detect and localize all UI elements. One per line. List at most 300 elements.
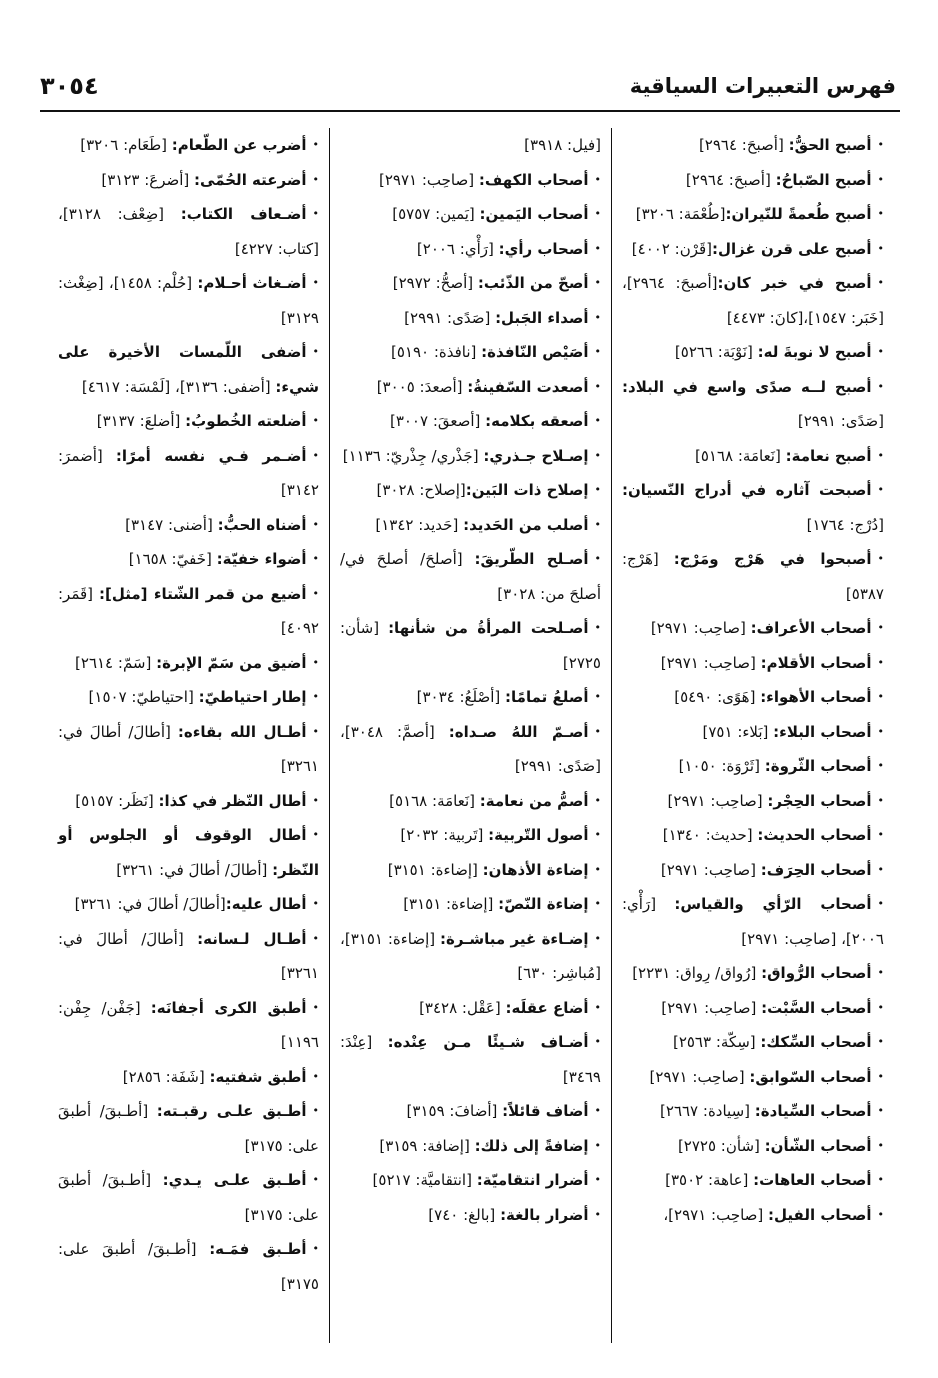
entry-reference: [أطـبقَ/ أطبقَ على: ٣١٧٥] [58,1240,319,1293]
index-entry [622,335,884,370]
entry-headword: أصلب من الحَديد: [463,515,589,534]
bullet-icon: • [594,862,601,876]
entry-reference: [هَرْج: ٥٣٨٧] [622,550,884,603]
entry-headword: أطـال لـسانه: [197,929,307,948]
bullet-icon: • [594,1000,601,1014]
entry-headword: أصحاب الأقلام: [760,653,872,672]
running-title: فهرس التعبيرات السياقية [629,74,896,98]
bullet-icon: • [877,966,884,979]
entry-headword: أصحاب الحديث: [757,826,872,844]
entry-reference: [أضفى: ٣١٣٦]، [لَمْسَة: ٤٦١٧] [81,377,276,396]
bullet-icon: • [594,207,601,220]
bullet-icon: • [312,586,320,600]
entry-reference: [أطالَ/ أطالَ في: ٣٢٦١] [58,722,319,775]
entry-reference: [عَقْل: ٣٤٢٨] [419,998,506,1017]
entry-reference: [رَأْي: ٢٠٠٦] [416,239,499,258]
entry-headword: أضرار انتقاميّة: [476,1171,589,1189]
entry-reference: [إضاءة: ٣١٥١] [403,895,499,913]
index-entry [622,232,884,267]
entry-reference: [صاحِب: ٢٩٧١]، [663,1205,769,1224]
index-entry [340,335,601,370]
entry-reference: [إضاءة: ٣١٥١] [387,860,483,879]
entry-reference: [صَدًى: ٢٩٩١] [797,412,884,430]
bullet-icon: • [594,690,601,703]
bullet-icon: • [877,276,885,289]
entry-headword: أصحاب اليَمين: [479,205,589,223]
index-entry [340,818,601,853]
entry-reference: [أصْلَعُ: ٣٠٣٤] [416,688,506,706]
bullet-icon: • [594,483,601,496]
index-entry [340,542,601,611]
entry-reference: [صَدًى: ٢٩٩١] [404,308,496,327]
entry-reference: [بالغ: ٧٤٠] [428,1205,501,1224]
entry-headword: أطـبق فمَـه: [209,1240,307,1258]
bullet-icon: • [594,310,601,324]
index-entry [340,853,601,888]
bullet-icon: • [877,345,884,358]
entry-reference: [طَعَام: ٣٢٠٦] [80,136,172,154]
index-columns [48,128,894,1343]
entry-headword: أصَيْص النّافذة: [481,343,589,361]
bullet-icon: • [594,1207,601,1221]
index-entry [340,611,601,680]
index-entry [622,370,884,439]
index-entry [58,335,319,404]
bullet-icon: • [877,1104,884,1117]
entry-headword: أصحّ من الذّئب: [477,274,589,292]
bullet-icon: • [877,552,884,565]
index-entry [58,404,319,439]
index-entry [340,715,601,784]
entry-headword: أصحاب السَّبْت: [761,998,872,1017]
entry-headword: أطبق شفتيه: [209,1067,307,1086]
bullet-icon: • [877,1138,884,1152]
index-entry [622,853,884,888]
index-entry [622,128,884,163]
index-entry [340,128,601,163]
entry-headword: أصحاب الفيل: [768,1205,872,1224]
bullet-icon: • [594,517,601,531]
index-entry [58,887,319,922]
index-entry [58,1094,319,1163]
index-entry [340,473,601,508]
index-entry [58,715,319,784]
entry-headword: إضـاءة غير مباشـرة: [440,929,589,948]
entry-headword: أصلعُ تمامًا: [505,688,589,706]
bullet-icon: • [877,1207,884,1221]
entry-headword: أضـغاث أحـلام: [197,274,307,292]
entry-headword: أطال عليه: [225,895,307,913]
entry-reference: [أصلحَ/ أصلحَ في/ أصلحَ من: ٣٠٢٨] [340,550,601,603]
entry-reference: [أضمرَ: ٣١٤٢] [58,446,319,499]
entry-reference: [نَعامَة: ٥١٦٨] [695,446,786,465]
entry-reference: [جَفْن/ جِفْن: ١١٩٦] [58,998,319,1051]
bullet-icon: • [312,1104,319,1117]
bullet-icon: • [594,931,601,945]
bullet-icon: • [877,448,884,462]
entry-headword: أضرب عن الطّعام: [171,136,307,154]
bullet-icon: • [594,1138,601,1152]
entry-reference: [أضافَ: ٣١٥٩] [406,1102,503,1120]
bullet-icon: • [312,690,319,703]
entry-headword: إضاءة النّصّ: [498,895,589,913]
entry-reference: [نَوْبَة: ٥٢٦٦] [674,343,758,361]
bullet-icon: • [594,276,601,289]
entry-reference: [أصمَّ: ٣٠٤٨]، [صَدًى: ٢٩٩١] [340,722,601,775]
index-entry [340,232,601,267]
entry-headword: أضيق من سَمّ الإبرة: [156,653,307,672]
entry-reference: [نَعامَة: ٥١٦٨] [389,791,480,810]
index-entry [340,784,601,819]
entry-reference: [صاحِب: ٢٩٧١] [661,998,762,1017]
index-entry [622,784,884,819]
page-number: ٣٠٥٤ [40,72,99,100]
entry-reference: [فيل: ٣٩١٨] [524,136,601,154]
entry-reference: [أصحُّ: ٢٩٧٢] [392,274,478,292]
entry-headword: أصـمّ اللهُ صـداه: [448,722,589,741]
entry-reference: [احتياطيّ: ١٥٠٧] [88,688,199,706]
bullet-icon: • [877,207,884,220]
entry-reference: [صاحِب: ٢٩٧١] [379,170,479,189]
entry-headword: أطبق الكرى أجفانَه: [150,998,307,1017]
bullet-icon: • [594,241,601,255]
index-entry [340,439,601,474]
entry-headword: أطال الوقوف أو الجلوس أو النّظر: [58,826,319,879]
bullet-icon: • [594,1035,601,1048]
entry-reference: [إضاءة: ٣١٥١]، [مُباشِر: ٦٣٠] [340,929,601,982]
index-entry [58,922,319,991]
bullet-icon: • [312,1069,319,1083]
entry-reference: [قَرْن: ٤٠٠٢] [631,239,713,258]
index-entry [340,197,601,232]
index-entry [622,1025,884,1060]
entry-reference: [ضِعْف: ٣١٢٨]، [كتاب: ٤٢٢٧] [58,205,319,258]
entry-headword: أصبح لا نوبةَ له: [757,343,872,361]
index-entry [58,784,319,819]
entry-headword: أضـمر فـي نفسه أمرًا: [115,446,307,465]
index-entry [340,370,601,405]
entry-reference: [جَذْري/ جِذْريّ: ١١٣٦] [342,446,484,465]
bullet-icon: • [312,345,319,358]
entry-headword: أصحاب السّوابق: [749,1067,872,1086]
entry-headword: أصبح على قرن غزال: [712,239,872,258]
bullet-icon: • [877,690,884,703]
entry-reference: [سَمّ: ٢٦١٤] [75,653,157,672]
entry-reference: [أضلعَ: ٣١٣٧] [96,412,186,430]
index-entry [622,1094,884,1129]
index-entry [622,749,884,784]
index-entry [622,680,884,715]
index-entry [622,887,884,956]
entry-headword: إطار احتياطيّ: [198,688,307,706]
entry-headword: أصداء الجَبل: [495,308,589,327]
entry-headword: إصـلاح جـذري: [483,446,589,465]
entry-reference: [أصعقَ: ٣٠٠٧] [389,412,486,430]
column-left [48,128,330,1343]
bullet-icon: • [877,655,884,669]
entry-headword: أصحاب البلاء: [773,722,872,741]
index-entry [340,1094,601,1129]
bullet-icon: • [594,552,601,565]
index-entry [340,922,601,991]
bullet-icon: • [594,1173,601,1186]
index-entry [58,542,319,577]
entry-headword: أصحاب الرُّواق: [761,964,872,982]
entry-reference: [أضنى: ٣١٤٧] [125,515,218,534]
bullet-icon: • [312,517,319,531]
bullet-icon: • [594,621,601,634]
bullet-icon: • [594,414,601,427]
column-right [612,128,894,1343]
bullet-icon: • [594,897,601,910]
entry-reference: [أطـبقَ/ أطبقَ على: ٣١٧٥] [58,1171,319,1224]
bullet-icon: • [312,414,319,427]
bullet-icon: • [312,931,319,945]
entry-headword: أصحاب العاهات: [753,1171,872,1189]
bullet-icon: • [877,1035,884,1048]
entry-reference: [صاحِب: ٢٩٧١] [660,860,761,879]
entry-headword: أضرعته الحُمّى: [194,170,307,189]
index-entry [340,1129,601,1164]
index-entry [340,991,601,1026]
entry-headword: أطـبق علـى يـدي: [162,1171,307,1189]
entry-reference: [نافذة: ٥١٩٠] [390,343,482,361]
entry-headword: أصحاب الثّروة: [764,757,872,775]
bullet-icon: • [312,138,319,151]
entry-reference: [رَأْي: ٢٠٠٦]، [صاحِب: ٢٩٧١] [622,895,884,948]
index-entry [340,1025,601,1094]
header-rule [40,110,900,112]
bullet-icon: • [312,276,319,289]
index-entry [622,1163,884,1198]
entry-reference: [انتقاميَّة: ٥٢١٧] [372,1171,477,1189]
entry-reference: [أطالَ/ أطالَ في: ٣٢٦١] [116,860,273,879]
index-entry [340,887,601,922]
entry-reference: [تَربية: ٢٠٣٢] [400,826,489,844]
entry-headword: أطال النّظر في كذا: [158,791,307,810]
index-entry [622,818,884,853]
entry-reference: [هَوًى: ٥٤٩٠] [674,688,761,706]
entry-reference: [شَفَة: ٢٨٥٦] [122,1067,210,1086]
entry-reference: [سِيادة: ٢٦٦٧] [660,1102,755,1120]
entry-headword: أصحاب الرّأي والقياس: [674,895,872,913]
index-entry [58,1163,319,1232]
entry-headword: أضواء خفيّة: [216,550,307,568]
bullet-icon: • [877,862,884,876]
entry-headword: أضرار بالغة: [500,1205,589,1224]
bullet-icon: • [877,1069,884,1083]
bullet-icon: • [312,448,319,462]
index-entry [622,1129,884,1164]
bullet-icon: • [877,759,884,772]
entry-headword: أضفى اللّمسات الأخيرة على شيء: [58,343,319,396]
column-middle [330,128,612,1343]
entry-reference: [ثَرْوَة: ١٠٥٠] [678,757,765,775]
entry-reference: [بَلاء: ٧٥١] [702,722,774,741]
index-entry [622,646,884,681]
entry-reference: [صاحِب: ٢٩٧١] [660,653,761,672]
entry-headword: أصول التّربية: [488,826,589,844]
entry-headword: أضـعاف الكتاب: [180,205,307,223]
entry-headword: أصمُّ من نعامة: [479,791,589,810]
index-entry [622,956,884,991]
entry-reference: [صاحِب: ٢٩٧١] [649,1067,750,1086]
entry-reference: [سِكّة: ٢٥٦٣] [672,1033,761,1051]
entry-headword: أضاع عقلَه: [505,998,589,1017]
index-entry [340,1198,601,1233]
index-entry [58,680,319,715]
bullet-icon: • [877,621,884,634]
index-entry [622,1198,884,1233]
entry-reference: [حُلْم: ١٤٥٨]، [ضِغْث: ٣١٢٩] [58,274,319,327]
entry-reference: [دُرْج: ١٧٦٤] [806,515,884,534]
index-entry [340,404,601,439]
bullet-icon: • [312,1242,319,1255]
index-entry [622,611,884,646]
index-entry [622,473,884,542]
entry-headword: أصحاب السِّكك: [760,1033,872,1051]
entry-reference: [أطالَ/ أطالَ في: ٣٢٦١] [74,895,226,913]
entry-reference: [أصعدَ: ٣٠٠٥] [376,377,468,396]
bullet-icon: • [594,345,601,358]
bullet-icon: • [877,172,884,186]
entry-reference: [قَمَر: ٤٠٩٢] [58,584,319,637]
entry-reference: [أطالَ/ أطالَ في: ٣٢٦١] [58,929,319,982]
bullet-icon: • [877,379,884,393]
index-entry [58,508,319,543]
entry-reference: [صاحِب: ٢٩٧١] [650,619,751,637]
entry-headword: إضافةً إلى ذلك: [474,1136,589,1155]
bullet-icon: • [877,241,884,255]
page-header [40,60,896,106]
index-entry [58,197,319,266]
entry-headword: أصحاب الأهواء: [760,688,872,706]
entry-headword: أصحاب السِّيادة: [754,1102,872,1120]
bullet-icon: • [312,655,319,669]
entry-headword: أطـبق علـى رقبـته: [156,1102,307,1120]
entry-headword: أصحاب رأي: [498,239,589,258]
entry-headword: أصحاب الحِجْر: [767,791,872,810]
index-entry [622,163,884,198]
entry-reference: [أطـبقَ/ أطبقَ على: ٣١٧٥] [58,1102,319,1155]
index-entry [58,128,319,163]
bullet-icon: • [594,793,601,807]
bullet-icon: • [312,1000,319,1014]
bullet-icon: • [312,828,319,841]
entry-headword: أصبح الحقُّ: [788,136,872,154]
entry-headword: أصبح نعامة: [785,446,872,465]
entry-reference: [إضافة: ٣١٥٩] [379,1136,475,1155]
bullet-icon: • [312,1173,320,1186]
bullet-icon: • [594,828,601,841]
index-entry [58,266,319,335]
bullet-icon: • [877,1000,884,1014]
bullet-icon: • [877,897,884,910]
index-entry [58,577,319,646]
entry-reference: [أصبحَ: ٢٩٦٤] [685,170,776,189]
entry-headword: أصبحت آثاره في أدراج النّسيان: [622,481,872,499]
bullet-icon: • [594,172,601,186]
entry-reference: [حَديد: ١٣٤٢] [375,515,464,534]
entry-headword: أضاف قائلاً: [502,1102,589,1120]
index-entry [340,508,601,543]
index-entry [58,163,319,198]
bullet-icon: • [312,724,319,738]
bullet-icon: • [877,828,884,841]
index-entry [340,163,601,198]
entry-headword: أصبح الصّباحُ: [775,170,872,189]
entry-headword: إصلاح ذات البَين: [465,481,589,499]
bullet-icon: • [877,724,884,738]
bullet-icon: • [312,897,319,910]
entry-headword: أصبح في خبر كان: [717,274,872,292]
index-entry [58,439,319,508]
index-entry [58,991,319,1060]
entry-reference: [يَمين: ٥٧٥٧] [392,205,480,223]
entry-headword: أطـال الله بقاءه: [177,722,307,741]
entry-headword: إضاءة الأذهان: [482,860,589,879]
entry-reference: [نَظَر: ٥١٥٧] [75,791,159,810]
bullet-icon: • [594,379,601,393]
index-entry [58,1060,319,1095]
entry-reference: [إصلاح: ٣٠٢٨] [376,481,466,499]
entry-reference: [أصبحَ: ٢٩٦٤] [698,136,789,154]
index-entry [340,1163,601,1198]
entry-reference: [رُواق/ رِواق: ٢٢٣١] [632,964,762,982]
index-entry [58,818,319,887]
entry-reference: [شأن: ٢٧٢٥] [340,619,601,672]
index-entry [340,266,601,301]
entry-headword: أصحاب الكهف: [478,170,589,189]
index-entry [58,646,319,681]
index-entry [58,1232,319,1301]
index-entry [622,197,884,232]
entry-headword: أصحاب الحِرَف: [760,860,872,879]
entry-headword: أصبح لــه صدًى واسع في البلاد: [622,377,872,396]
entry-reference: [خَفيّ: ١٦٥٨] [128,550,217,568]
bullet-icon: • [594,448,601,462]
entry-headword: أضـاف شـيئًا مـن عِنْده: [387,1033,589,1051]
bullet-icon: • [877,1173,884,1186]
index-entry [340,680,601,715]
bullet-icon: • [312,172,319,186]
index-entry [622,1060,884,1095]
bullet-icon: • [877,483,884,496]
index-entry [622,715,884,750]
bullet-icon: • [312,552,319,565]
entry-reference: [أصبحَ: ٢٩٦٤]، [خَبَر: ١٥٤٧]،[كانَ: ٤٤٧٣] [622,274,884,327]
entry-headword: أصبحوا في هَرْج ومَرْج: [673,550,872,568]
entry-reference: [حديث: ١٣٤٠] [662,826,758,844]
bullet-icon: • [594,1104,601,1117]
bullet-icon: • [312,207,319,220]
entry-headword: أصحاب الشّأن: [764,1136,872,1155]
entry-headword: أضيع من قمر الشّتاء [مثل]: [98,584,307,603]
index-entry [622,542,884,611]
entry-reference: [طُعْمَة: ٣٢٠٦] [635,205,726,223]
entry-reference: [أضرعَ: ٣١٢٣] [101,170,195,189]
index-entry [622,266,884,335]
entry-headword: أصـلح الطّريقَ: [474,550,589,568]
entry-reference: [عاهة: ٣٥٠٢] [665,1171,754,1189]
entry-headword: أضناه الحبُّ: [217,515,307,534]
bullet-icon: • [312,793,319,807]
entry-headword: أصبح طُعمةً للنّيران: [725,205,872,223]
entry-reference: [صاحِب: ٢٩٧١] [667,791,768,810]
entry-headword: أصعدت السّفينةُ: [467,377,589,396]
bullet-icon: • [877,793,884,807]
entry-reference: [شأن: ٢٧٢٥] [677,1136,765,1155]
